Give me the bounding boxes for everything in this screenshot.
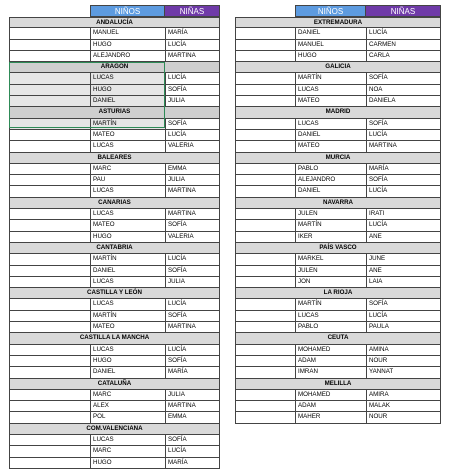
empty-cell[interactable]: [236, 119, 296, 129]
table-row: [9, 51, 220, 62]
region-name[interactable]: EXTREMADURA: [313, 19, 363, 26]
table-row: [9, 446, 220, 457]
table-row: [9, 40, 220, 51]
table-row: [235, 209, 441, 220]
girl-name-cell[interactable]: AMIRA: [369, 390, 389, 398]
table-row: [9, 299, 220, 310]
boy-name-cell[interactable]: JULEN: [296, 209, 367, 219]
region-row[interactable]: [9, 17, 220, 28]
region-row[interactable]: [9, 153, 220, 164]
table-row: [9, 345, 220, 356]
table-row: [235, 299, 441, 310]
table-row: [9, 277, 220, 288]
region-row[interactable]: [9, 288, 220, 299]
empty-cell[interactable]: [10, 401, 91, 411]
boy-name-cell[interactable]: MARTÍN: [91, 254, 166, 264]
boy-name-cell[interactable]: MAHER: [296, 412, 367, 422]
table-row: [9, 28, 220, 39]
empty-cell[interactable]: [236, 277, 296, 287]
boy-name-cell[interactable]: LUCAS: [296, 311, 367, 321]
boy-name-cell[interactable]: MARC: [91, 164, 166, 174]
girl-name-cell[interactable]: AMINA: [369, 345, 389, 353]
table-row: [9, 220, 220, 231]
table-row: [235, 73, 441, 84]
region-row[interactable]: [9, 243, 220, 254]
empty-cell[interactable]: [10, 390, 91, 400]
girl-name-cell[interactable]: JULIA: [168, 277, 185, 285]
boy-name-cell[interactable]: DANIEL: [296, 130, 367, 140]
girl-name-cell[interactable]: VALERIA: [168, 232, 194, 240]
header-girls[interactable]: NIÑAS: [165, 5, 220, 17]
table-row: [235, 175, 441, 186]
table-row: [235, 164, 441, 175]
region-row[interactable]: [9, 198, 220, 209]
table-row: [235, 254, 441, 265]
empty-cell[interactable]: [10, 119, 91, 129]
boy-name-cell[interactable]: ADAM: [296, 401, 367, 411]
table-row: [9, 356, 220, 367]
girl-name-cell[interactable]: MARÍA: [168, 29, 188, 37]
boy-name-cell[interactable]: MANUEL: [91, 28, 166, 38]
girl-name-cell[interactable]: LUCÍA: [168, 130, 187, 138]
empty-cell[interactable]: [236, 220, 296, 230]
table-row: [9, 401, 220, 412]
girl-name-cell[interactable]: MARTINA: [168, 323, 196, 331]
region-name[interactable]: CEUTA: [327, 334, 349, 342]
boy-name-cell[interactable]: LUCAS: [296, 85, 367, 95]
girl-name-cell[interactable]: MARÍA: [369, 164, 389, 172]
boy-name-cell[interactable]: PABLO: [296, 322, 367, 332]
girl-name-cell[interactable]: NOA: [369, 85, 383, 93]
empty-cell[interactable]: [10, 85, 91, 95]
girl-name-cell[interactable]: SOFÍA: [369, 176, 388, 184]
table-row: [235, 119, 441, 130]
table-row: [235, 390, 441, 401]
boy-name-cell[interactable]: LUCAS: [91, 141, 166, 151]
right-table: [235, 5, 441, 424]
girl-name-cell[interactable]: LAIA: [369, 277, 383, 285]
girl-name-cell[interactable]: SOFÍA: [168, 221, 187, 229]
girl-name-cell[interactable]: LUCÍA: [168, 74, 187, 82]
girl-name-cell[interactable]: YANNAT: [369, 368, 394, 376]
region-name[interactable]: MELILLA: [324, 379, 352, 387]
boy-name-cell[interactable]: HUGO: [91, 458, 166, 468]
region-name[interactable]: COM.VALENCIANA: [86, 424, 143, 432]
region-name[interactable]: ARAGÓN: [100, 63, 129, 71]
region-row[interactable]: [235, 153, 441, 164]
girl-name-cell[interactable]: SOFÍA: [168, 311, 187, 319]
table-row: [235, 141, 441, 152]
empty-cell[interactable]: [236, 356, 296, 366]
girl-name-cell[interactable]: IRATI: [369, 210, 385, 218]
empty-cell[interactable]: [10, 435, 91, 445]
region-name[interactable]: BALEARES: [97, 153, 132, 161]
empty-cell[interactable]: [10, 96, 91, 106]
header-boys[interactable]: NIÑOS: [295, 5, 366, 17]
region-row[interactable]: [9, 379, 220, 390]
left-table: [9, 5, 220, 469]
empty-cell[interactable]: [10, 28, 91, 38]
girl-name-cell[interactable]: EMMA: [168, 413, 187, 421]
boy-name-cell[interactable]: MOHAMED: [296, 390, 367, 400]
empty-cell[interactable]: [236, 311, 296, 321]
boy-name-cell[interactable]: PABLO: [296, 164, 367, 174]
empty-cell[interactable]: [236, 232, 296, 242]
empty-cell[interactable]: [236, 186, 296, 196]
table-row: [9, 322, 220, 333]
table-row: [9, 209, 220, 220]
region-name[interactable]: CASTILLA Y LEÓN: [87, 289, 142, 297]
empty-cell[interactable]: [236, 254, 296, 264]
girl-name-cell[interactable]: SOFÍA: [168, 119, 187, 127]
empty-cell[interactable]: [10, 367, 91, 377]
table-row: [9, 130, 220, 141]
empty-cell[interactable]: [236, 390, 296, 400]
girl-name-cell[interactable]: MARTINA: [168, 187, 196, 195]
boy-name-cell[interactable]: HUGO: [296, 51, 367, 61]
table-row: [235, 232, 441, 243]
boy-name-cell[interactable]: LUCAS: [91, 73, 166, 83]
boy-name-cell[interactable]: MOHAMED: [296, 345, 367, 355]
girl-name-cell[interactable]: SOFÍA: [168, 266, 187, 274]
empty-cell[interactable]: [236, 401, 296, 411]
empty-cell[interactable]: [236, 175, 296, 185]
empty-cell[interactable]: [10, 130, 91, 140]
table-row: [9, 73, 220, 84]
girl-name-cell[interactable]: LUCÍA: [168, 345, 187, 353]
girl-name-cell[interactable]: JULIA: [168, 390, 185, 398]
boy-name-cell[interactable]: ALEX: [91, 401, 166, 411]
empty-cell[interactable]: [236, 209, 296, 219]
girl-name-cell[interactable]: CARLA: [369, 51, 390, 59]
girl-name-cell[interactable]: LUCÍA: [168, 447, 187, 455]
empty-cell[interactable]: [10, 322, 91, 332]
girl-name-cell[interactable]: SOFÍA: [369, 119, 388, 127]
girl-name-cell[interactable]: LUCÍA: [168, 255, 187, 263]
boy-name-cell[interactable]: LUCAS: [91, 345, 166, 355]
region-row[interactable]: [9, 62, 220, 73]
boy-name-cell[interactable]: HUGO: [91, 232, 166, 242]
boy-name-cell[interactable]: MARC: [91, 446, 166, 456]
boy-name-cell[interactable]: JON: [296, 277, 367, 287]
table-row: [9, 458, 220, 469]
region-name[interactable]: LA RIOJA: [323, 289, 353, 297]
region-name[interactable]: CATALUÑA: [97, 379, 132, 387]
table-row: [9, 96, 220, 107]
header-girls[interactable]: NIÑAS: [366, 5, 441, 17]
girl-name-cell[interactable]: JULIA: [168, 176, 185, 184]
table-row: [9, 390, 220, 401]
boy-name-cell[interactable]: ALEJANDRO: [91, 51, 166, 61]
girl-name-cell[interactable]: LUCÍA: [369, 311, 388, 319]
region-row[interactable]: [235, 17, 441, 28]
table-row: [235, 367, 441, 378]
girl-name-cell[interactable]: JULIA: [168, 97, 185, 105]
girl-name-cell[interactable]: MARTINA: [168, 51, 196, 59]
table-row: [235, 28, 441, 39]
girl-name-cell[interactable]: MARÍA: [168, 368, 188, 376]
boy-name-cell[interactable]: DANIEL: [91, 96, 166, 106]
boy-name-cell[interactable]: DANIEL: [296, 28, 367, 38]
girl-name-cell[interactable]: SOFÍA: [369, 74, 388, 82]
boy-name-cell[interactable]: POL: [91, 412, 166, 422]
empty-cell[interactable]: [236, 28, 296, 38]
empty-cell[interactable]: [236, 345, 296, 355]
boy-name-cell[interactable]: PAU: [91, 175, 166, 185]
empty-cell[interactable]: [10, 299, 91, 309]
empty-cell[interactable]: [10, 254, 91, 264]
region-name[interactable]: CANARIAS: [98, 198, 131, 206]
region-name[interactable]: CASTILLA LA MANCHA: [79, 334, 150, 342]
boy-name-cell[interactable]: IKER: [296, 232, 367, 242]
boy-name-cell[interactable]: LUCAS: [91, 435, 166, 445]
header-boys[interactable]: NIÑOS: [90, 5, 165, 17]
region-row[interactable]: [9, 424, 220, 435]
region-row[interactable]: [235, 333, 441, 344]
empty-cell[interactable]: [236, 299, 296, 309]
empty-cell[interactable]: [10, 412, 91, 422]
girl-name-cell[interactable]: MARTINA: [168, 402, 196, 410]
boy-name-cell[interactable]: MATEO: [91, 322, 166, 332]
empty-cell[interactable]: [10, 209, 91, 219]
girl-name-cell[interactable]: ANE: [369, 266, 382, 274]
table-row: [9, 85, 220, 96]
empty-cell[interactable]: [236, 73, 296, 83]
boy-name-cell[interactable]: MATEO: [296, 141, 367, 151]
girl-name-cell[interactable]: LUCÍA: [369, 130, 388, 138]
empty-cell[interactable]: [236, 266, 296, 276]
header-row: [9, 5, 220, 17]
boy-name-cell[interactable]: MARTÍN: [296, 73, 367, 83]
empty-cell[interactable]: [236, 51, 296, 61]
girl-name-cell[interactable]: JUNE: [369, 255, 386, 263]
empty-cell[interactable]: [236, 164, 296, 174]
table-row: [9, 311, 220, 322]
girl-name-cell[interactable]: NOUR: [369, 356, 388, 364]
empty-cell[interactable]: [236, 85, 296, 95]
boy-name-cell[interactable]: MARTÍN: [91, 119, 166, 129]
table-row: [9, 175, 220, 186]
girl-name-cell[interactable]: DANIELA: [369, 97, 396, 105]
region-name[interactable]: MURCIA: [325, 153, 351, 161]
empty-cell[interactable]: [10, 446, 91, 456]
table-row: [9, 141, 220, 152]
table-row: [235, 130, 441, 141]
empty-cell[interactable]: [10, 40, 91, 50]
boy-name-cell[interactable]: DANIEL: [91, 266, 166, 276]
empty-cell[interactable]: [10, 164, 91, 174]
empty-cell[interactable]: [10, 232, 91, 242]
girl-name-cell[interactable]: SOFÍA: [168, 356, 187, 364]
table-row: [235, 186, 441, 197]
region-name[interactable]: GALICIA: [325, 63, 351, 71]
boy-name-cell[interactable]: MARTÍN: [91, 311, 166, 321]
region-row[interactable]: [235, 379, 441, 390]
empty-cell[interactable]: [10, 345, 91, 355]
girl-name-cell[interactable]: VALERIA: [168, 142, 194, 150]
girl-name-cell[interactable]: SOFÍA: [369, 300, 388, 308]
region-row[interactable]: [235, 62, 441, 73]
boy-name-cell[interactable]: ADAM: [296, 356, 367, 366]
boy-name-cell[interactable]: JULEN: [296, 266, 367, 276]
table-row: [9, 254, 220, 265]
boy-name-cell[interactable]: MARTÍN: [296, 299, 367, 309]
empty-cell[interactable]: [236, 130, 296, 140]
table-row: [235, 311, 441, 322]
empty-cell[interactable]: [236, 322, 296, 332]
girl-name-cell[interactable]: LUCÍA: [369, 29, 388, 37]
girl-name-cell[interactable]: LUCÍA: [168, 40, 187, 48]
boy-name-cell[interactable]: LUCAS: [91, 209, 166, 219]
girl-name-cell[interactable]: MARTINA: [168, 210, 196, 218]
girl-name-cell[interactable]: ANE: [369, 232, 382, 240]
boy-name-cell[interactable]: LUCAS: [296, 119, 367, 129]
region-row[interactable]: [9, 107, 220, 118]
empty-cell[interactable]: [10, 356, 91, 366]
boy-name-cell[interactable]: MARKEL: [296, 254, 367, 264]
table-row: [235, 345, 441, 356]
boy-name-cell[interactable]: ALEJANDRO: [296, 175, 367, 185]
table-row: [235, 96, 441, 107]
empty-cell[interactable]: [236, 367, 296, 377]
region-name[interactable]: ANDALUCÍA: [96, 19, 133, 26]
boy-name-cell[interactable]: HUGO: [91, 40, 166, 50]
girl-name-cell[interactable]: NOUR: [369, 413, 388, 421]
empty-cell[interactable]: [10, 175, 91, 185]
table-row: [235, 40, 441, 51]
girl-name-cell[interactable]: MARÍA: [168, 458, 188, 466]
table-row: [235, 220, 441, 231]
girl-name-cell[interactable]: CARMEN: [369, 40, 396, 48]
region-row[interactable]: [235, 107, 441, 118]
table-row: [9, 412, 220, 423]
boy-name-cell[interactable]: MARTÍN: [296, 220, 367, 230]
empty-cell[interactable]: [10, 277, 91, 287]
girl-name-cell[interactable]: SOFÍA: [168, 85, 187, 93]
table-row: [235, 85, 441, 96]
boy-name-cell[interactable]: DANIEL: [296, 186, 367, 196]
table-row: [235, 51, 441, 62]
table-row: [9, 266, 220, 277]
region-row[interactable]: [9, 333, 220, 344]
boy-name-cell[interactable]: HUGO: [91, 85, 166, 95]
table-row: [9, 119, 220, 130]
table-row: [9, 164, 220, 175]
table-row: [235, 277, 441, 288]
empty-cell[interactable]: [236, 96, 296, 106]
table-row: [235, 266, 441, 277]
girl-name-cell[interactable]: MARTINA: [369, 142, 397, 150]
boy-name-cell[interactable]: LUCAS: [91, 186, 166, 196]
girl-name-cell[interactable]: LUCÍA: [168, 300, 187, 308]
boy-name-cell[interactable]: MARC: [91, 390, 166, 400]
empty-cell[interactable]: [236, 412, 296, 422]
region-row[interactable]: [235, 198, 441, 209]
empty-cell[interactable]: [236, 40, 296, 50]
header-row: [235, 5, 441, 17]
table-row: [9, 186, 220, 197]
empty-cell[interactable]: [10, 141, 91, 151]
boy-name-cell[interactable]: MATEO: [296, 96, 367, 106]
table-row: [9, 232, 220, 243]
empty-cell[interactable]: [10, 51, 91, 61]
girl-name-cell[interactable]: SOFÍA: [168, 435, 187, 443]
empty-cell[interactable]: [10, 220, 91, 230]
empty-cell[interactable]: [10, 311, 91, 321]
table-row: [235, 401, 441, 412]
table-row: [235, 356, 441, 367]
region-name[interactable]: NAVARRA: [322, 198, 354, 206]
boy-name-cell[interactable]: LUCAS: [91, 299, 166, 309]
table-row: [235, 322, 441, 333]
empty-cell[interactable]: [10, 73, 91, 83]
region-row[interactable]: [235, 288, 441, 299]
girl-name-cell[interactable]: LUCÍA: [369, 187, 388, 195]
region-name[interactable]: ASTURIAS: [98, 108, 131, 116]
boy-name-cell[interactable]: HUGO: [91, 356, 166, 366]
girl-name-cell[interactable]: MALAK: [369, 402, 390, 410]
region-name[interactable]: MADRID: [325, 108, 351, 116]
region-name[interactable]: PAÍS VASCO: [319, 243, 357, 251]
boy-name-cell[interactable]: DANIEL: [91, 367, 166, 377]
empty-cell[interactable]: [10, 186, 91, 196]
table-row: [9, 367, 220, 378]
girl-name-cell[interactable]: EMMA: [168, 164, 187, 172]
boy-name-cell[interactable]: MATEO: [91, 220, 166, 230]
table-row: [235, 412, 441, 423]
empty-cell[interactable]: [10, 266, 91, 276]
boy-name-cell[interactable]: IMRAN: [296, 367, 367, 377]
region-row[interactable]: [235, 243, 441, 254]
boy-name-cell[interactable]: MANUEL: [296, 40, 367, 50]
region-name[interactable]: CANTABRIA: [96, 243, 133, 251]
boy-name-cell[interactable]: LUCAS: [91, 277, 166, 287]
table-row: [9, 435, 220, 446]
girl-name-cell[interactable]: LUCÍA: [369, 221, 388, 229]
girl-name-cell[interactable]: PAULA: [369, 323, 389, 331]
empty-cell[interactable]: [236, 141, 296, 151]
boy-name-cell[interactable]: MATEO: [91, 130, 166, 140]
empty-cell[interactable]: [10, 458, 91, 468]
